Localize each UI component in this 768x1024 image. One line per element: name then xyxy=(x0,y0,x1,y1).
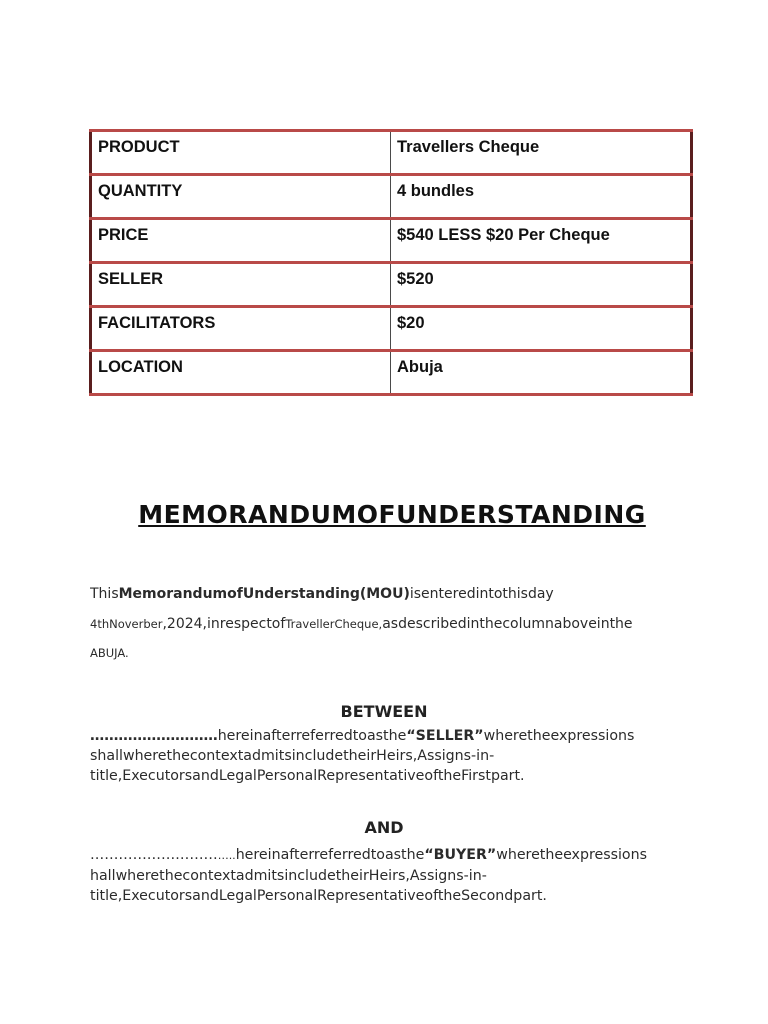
table-cell-label: LOCATION xyxy=(91,351,391,395)
seller-clause-line-1 xyxy=(90,726,690,746)
table-row xyxy=(91,219,692,263)
seller-clause-line-2: shallwherethecontextadmitsincludetheirHeirs,Assigns-in- xyxy=(90,748,495,764)
buyer-clause-line-3: title,ExecutorsandLegalPersonalRepresentativeoftheSecondpart. xyxy=(90,888,547,904)
intro-line-3: ABUJA. xyxy=(90,646,129,660)
table-row xyxy=(91,351,692,395)
table-cell-value: $20 xyxy=(391,307,692,351)
table-row xyxy=(91,175,692,219)
intro-line-1 xyxy=(90,584,690,604)
seller-clause xyxy=(90,726,690,786)
table-row xyxy=(91,263,692,307)
buyer-name-blank-tail: ….. xyxy=(217,849,236,862)
and-heading: AND xyxy=(364,818,404,837)
intro-text: isenteredintothisday xyxy=(409,586,554,602)
intro-text: This xyxy=(90,586,119,602)
document-title: MEMORANDUMOFUNDERSTANDING xyxy=(138,500,646,529)
intro-line-2 xyxy=(90,614,690,634)
table-cell-label: FACILITATORS xyxy=(91,307,391,351)
table-cell-value: Travellers Cheque xyxy=(391,131,692,175)
product-name: TravellerCheque, xyxy=(285,617,383,631)
intro-text: ,2024,inrespectof xyxy=(162,616,286,632)
table-row xyxy=(91,307,692,351)
clause-text: hereinafterreferredtoasthe xyxy=(235,847,425,863)
table-cell-value: $540 LESS $20 Per Cheque xyxy=(391,219,692,263)
table-cell-value: $520 xyxy=(391,263,692,307)
seller-clause-line-3: title,ExecutorsandLegalPersonalRepresentativeoftheFirstpart. xyxy=(90,768,525,784)
between-heading: BETWEEN xyxy=(340,702,428,721)
table-cell-label: QUANTITY xyxy=(91,175,391,219)
table-cell-value: 4 bundles xyxy=(391,175,692,219)
buyer-clause-line-1 xyxy=(90,845,690,866)
buyer-clause-line-2: hallwherethecontextadmitsincludetheirHeirs,Assigns-in- xyxy=(90,868,487,884)
seller-name-blank: ……………………… xyxy=(90,728,218,744)
agreement-date: 4thNoverber xyxy=(90,617,163,631)
product-details-table xyxy=(89,129,693,396)
clause-text: wheretheexpressions xyxy=(483,728,635,744)
table-cell-value: Abuja xyxy=(391,351,692,395)
table-cell-label: SELLER xyxy=(91,263,391,307)
clause-text: wheretheexpressions xyxy=(496,847,647,863)
intro-text: asdescribedinthecolumnaboveinthe xyxy=(382,616,633,632)
table-cell-label: PRICE xyxy=(91,219,391,263)
table-cell-label: PRODUCT xyxy=(91,131,391,175)
seller-party-label: “SELLER” xyxy=(406,728,484,744)
table-row xyxy=(91,131,692,175)
buyer-clause xyxy=(90,845,690,906)
clause-text: hereinafterreferredtoasthe xyxy=(217,728,407,744)
buyer-name-blank: ……………………… xyxy=(90,847,218,863)
mou-name: MemorandumofUnderstanding(MOU) xyxy=(118,586,410,602)
buyer-party-label: “BUYER” xyxy=(424,847,497,863)
